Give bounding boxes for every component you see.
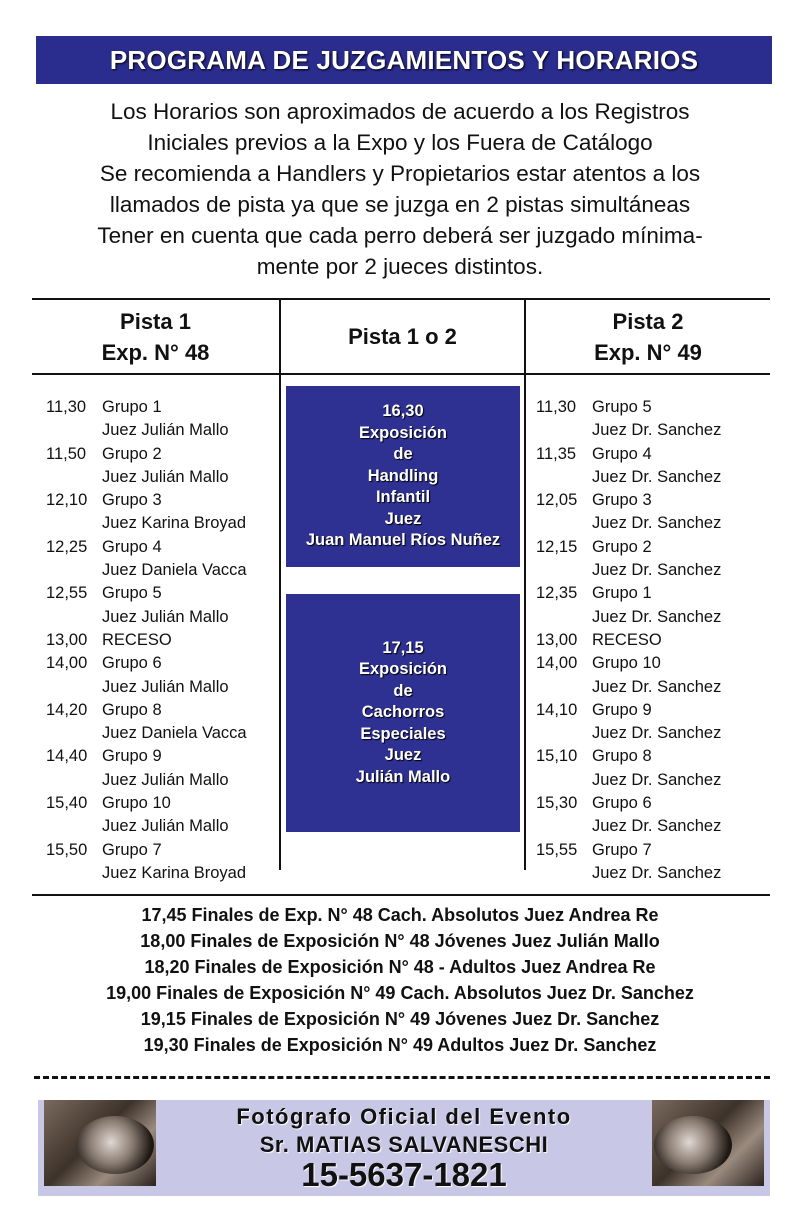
photographer-name: Sr. MATIAS SALVANESCHI: [259, 1132, 549, 1157]
finals-line: 19,15 Finales de Exposición N° 49 Jóvenes Juez Dr. Sanchez: [140, 1009, 660, 1029]
schedule-judge: Juez Daniela Vacca: [102, 724, 247, 743]
column-divider-left: [279, 376, 281, 870]
schedule-row: [46, 652, 247, 675]
column-header-line: Exp. N° 49: [594, 340, 702, 365]
schedule-row: [536, 582, 721, 605]
page-title: PROGRAMA DE JUZGAMIENTOS Y HORARIOS: [36, 36, 772, 84]
schedule-time: 12,15: [536, 537, 578, 556]
schedule-time: 12,25: [46, 537, 88, 556]
finals-line: 19,30 Finales de Exposición N° 49 Adultos Juez Dr. Sanchez: [143, 1035, 657, 1055]
schedule-row: [46, 443, 247, 466]
schedule-row: [536, 652, 721, 675]
schedule-judge: Juez Dr. Sanchez: [592, 561, 722, 580]
schedule-time: 11,30: [536, 398, 577, 416]
schedule-group: Grupo 8: [102, 700, 162, 719]
schedule-row: [46, 536, 247, 559]
schedule-time: 12,10: [46, 491, 88, 510]
schedule-row: [46, 629, 247, 652]
schedule-time: 15,30: [536, 794, 578, 813]
event-box-cachorros-especiales: [286, 594, 520, 832]
schedule-judge: Juez Dr. Sanchez: [592, 863, 722, 882]
intro-line: Tener en cuenta que cada perro deberá ser juzgado mínima-: [97, 223, 703, 248]
schedule-judge: Juez Julián Mallo: [102, 770, 229, 789]
event-line: Infantil: [375, 488, 431, 507]
schedule-time: 12,55: [46, 584, 88, 603]
schedule-row: [536, 792, 721, 815]
schedule-row: [536, 699, 721, 722]
event-line: Juez: [384, 746, 422, 765]
schedule-group: Grupo 7: [102, 840, 162, 859]
schedule-time: 12,05: [536, 491, 578, 510]
finals-list: [0, 902, 800, 1058]
schedule-row: [536, 629, 721, 652]
schedule-group: Grupo 7: [592, 840, 652, 859]
schedule-group: Grupo 4: [592, 444, 652, 463]
schedule-group: Grupo 2: [102, 444, 162, 463]
schedule-judge: Juez Dr. Sanchez: [592, 817, 722, 836]
schedule-row: [536, 489, 721, 512]
schedule-time: 14,00: [536, 654, 578, 673]
schedule-group: Grupo 4: [102, 537, 162, 556]
schedule-row: [536, 839, 721, 862]
table-top-rule: [32, 298, 770, 300]
intro-line: mente por 2 jueces distintos.: [256, 254, 544, 279]
schedule-time: 12,35: [536, 584, 578, 603]
schedule-pista1: [46, 396, 247, 885]
schedule-row: [46, 489, 247, 512]
schedule-row: [536, 745, 721, 768]
schedule-row: [536, 396, 721, 419]
photographer-title: Fotógrafo Oficial del Evento: [236, 1104, 572, 1129]
finals-line: 18,00 Finales de Exposición N° 48 Jóvenes Juez Julián Mallo: [140, 931, 660, 951]
dashed-separator: [34, 1076, 770, 1079]
schedule-judge: Juez Dr. Sanchez: [592, 421, 722, 440]
schedule-time: 15,40: [46, 794, 88, 813]
event-line: Exposición: [358, 423, 448, 442]
schedule-time: 15,55: [536, 840, 578, 859]
event-line: Exposición: [358, 660, 448, 679]
column-header-pista1o2: [281, 321, 524, 352]
event-line: de: [393, 681, 413, 700]
schedule-group: Grupo 2: [592, 537, 652, 556]
schedule-time: 11,30: [46, 398, 87, 416]
schedule-row: [46, 699, 247, 722]
schedule-judge: Juez Dr. Sanchez: [592, 677, 722, 696]
schedule-row: [536, 443, 721, 466]
schedule-time: 13,00: [536, 630, 578, 649]
schedule-judge: Juez Julián Mallo: [102, 467, 229, 486]
intro-line: llamados de pista ya que se juzga en 2 pistas simultáneas: [109, 192, 691, 217]
lens-shape: [76, 1116, 154, 1174]
event-line: Especiales: [360, 724, 446, 743]
schedule-row: [46, 745, 247, 768]
event-line: Cachorros: [361, 703, 445, 722]
schedule-time: 11,50: [46, 444, 87, 463]
schedule-row: [536, 536, 721, 559]
schedule-row: [46, 396, 247, 419]
schedule-group: Grupo 9: [592, 700, 652, 719]
lens-shape: [654, 1116, 732, 1174]
schedule-judge: Juez Julián Mallo: [102, 607, 229, 626]
schedule-judge: Juez Daniela Vacca: [102, 561, 247, 580]
schedule-group: Grupo 5: [592, 398, 652, 416]
schedule-time: 14,20: [46, 700, 88, 719]
schedule-row: [46, 792, 247, 815]
schedule-row: [46, 839, 247, 862]
column-header-line: Pista 1 o 2: [348, 324, 457, 349]
schedule-group: Grupo 10: [592, 654, 661, 673]
schedule-group: Grupo 5: [102, 584, 162, 603]
schedule-time: 11,35: [536, 444, 577, 463]
schedule-judge: Juez Dr. Sanchez: [592, 770, 722, 789]
intro-line: Se recomienda a Handlers y Propietarios estar atentos a los: [99, 161, 701, 186]
header-rule: [32, 373, 770, 375]
event-line: Juan Manuel Ríos Nuñez: [305, 531, 501, 550]
schedule-time: 15,10: [536, 747, 578, 766]
schedule-time: 13,00: [46, 630, 88, 649]
finals-line: 17,45 Finales de Exp. N° 48 Cach. Absolutos Juez Andrea Re: [141, 905, 659, 925]
schedule-judge: Juez Dr. Sanchez: [592, 724, 722, 743]
schedule-time: 14,40: [46, 747, 88, 766]
schedule-judge: Juez Julián Mallo: [102, 677, 229, 696]
event-line: 17,15: [382, 638, 424, 657]
camera-lens-photo: [44, 1100, 156, 1186]
column-header-line: Exp. N° 48: [101, 340, 210, 365]
schedule-judge: Juez Dr. Sanchez: [592, 514, 722, 533]
schedule-time: 14,10: [536, 700, 578, 719]
column-header-pista1: [32, 306, 279, 368]
schedule-group: Grupo 1: [592, 584, 652, 603]
column-header-line: Pista 1: [120, 309, 191, 334]
event-box-handling-infantil: [286, 386, 520, 567]
intro-line: Iniciales previos a la Expo y los Fuera de Catálogo: [147, 130, 653, 155]
schedule-time: 14,00: [46, 654, 88, 673]
schedule-time: 15,50: [46, 840, 88, 859]
schedule-group: Grupo 3: [592, 491, 652, 510]
event-line: Julián Mallo: [355, 767, 451, 786]
schedule-judge: Juez Dr. Sanchez: [592, 607, 722, 626]
schedule-group: Grupo 6: [592, 794, 652, 813]
event-line: Juez: [384, 509, 422, 528]
event-line: de: [393, 445, 413, 464]
intro-text: [30, 96, 770, 282]
schedule-row: [46, 582, 247, 605]
schedule-group: Grupo 10: [102, 794, 171, 813]
schedule-pista2: [536, 396, 721, 885]
finals-line: 18,20 Finales de Exposición N° 48 - Adultos Juez Andrea Re: [144, 957, 656, 977]
column-header-line: Pista 2: [612, 309, 684, 334]
schedule-judge: Juez Julián Mallo: [102, 817, 229, 836]
schedule-group: Grupo 1: [102, 398, 162, 416]
schedule-group: RECESO: [592, 630, 662, 649]
schedule-group: Grupo 6: [102, 654, 162, 673]
intro-line: Los Horarios son aproximados de acuerdo a los Registros: [110, 99, 690, 124]
schedule-group: Grupo 3: [102, 491, 162, 510]
photographer-phone: 15-5637-1821: [301, 1156, 507, 1193]
schedule-judge: Juez Julián Mallo: [102, 421, 229, 440]
finals-line: 19,00 Finales de Exposición N° 49 Cach. Absolutos Juez Dr. Sanchez: [106, 983, 694, 1003]
schedule-judge: Juez Dr. Sanchez: [592, 467, 722, 486]
photographer-footer: [38, 1100, 770, 1196]
schedule-group: Grupo 8: [592, 747, 652, 766]
schedule-judge: Juez Karina Broyad: [102, 514, 246, 533]
table-bottom-rule: [32, 894, 770, 896]
column-divider-right: [524, 376, 526, 870]
schedule-group: RECESO: [102, 630, 172, 649]
event-line: 16,30: [382, 402, 424, 421]
event-line: Handling: [367, 466, 439, 485]
schedule-group: Grupo 9: [102, 747, 162, 766]
column-header-pista2: [526, 306, 770, 368]
schedule-judge: Juez Karina Broyad: [102, 863, 246, 882]
camera-lens-photo: [652, 1100, 764, 1186]
